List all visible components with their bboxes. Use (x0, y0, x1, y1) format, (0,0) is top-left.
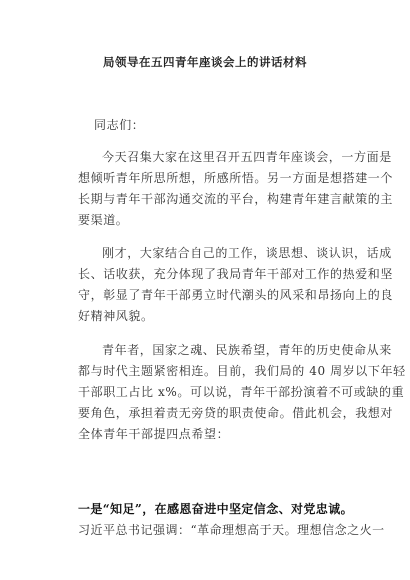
paragraph-3 (78, 340, 406, 445)
paragraph-line: 想倾听青年所思所想，所感所悟。另一方面是想搭建一个 (78, 171, 394, 185)
paragraph-line: 要渠道。 (78, 213, 129, 227)
paragraph-line: 长期与青年干部沟通交流的平台，构建青年建言献策的主 (78, 192, 394, 206)
paragraph-line: 习近平总书记强调：“革命理想高于天。理想信念之火一 (78, 523, 385, 537)
greeting: 同志们： (94, 118, 145, 132)
paragraph-line: 青年者，国家之魂、民族希望，青年的历史使命从来 (102, 343, 392, 357)
paragraph-line: 刚才，大家结合自己的工作，谈思想、谈认识，话成 (102, 246, 392, 260)
paragraph-line: 守，彰显了青年干部勇立时代潮头的风采和昂扬向上的良 (78, 288, 394, 302)
paragraph-line: 长、话收获，充分体现了我局青年干部对工作的热爱和坚 (78, 267, 394, 281)
document-title: 局领导在五四青年座谈会上的讲话材料 (103, 55, 307, 69)
paragraph-1 (78, 147, 394, 231)
paragraph-line: 好精神风貌。 (78, 309, 154, 323)
paragraph-line: 今天召集大家在这里召开五四青年座谈会，一方面是 (102, 150, 392, 164)
paragraph-2 (78, 243, 394, 327)
section-heading: 一是“知足”，在感恩奋进中坚定信念、对党忠诚。 (78, 502, 354, 516)
paragraph-line: 都与时代主题紧密相连。目前，我们局的 40 周岁以下年轻 (78, 364, 406, 378)
paragraph-line: 要角色，承担着责无旁贷的职责使命。借此机会，我想对 (78, 406, 394, 420)
paragraph-line: 干部职工占比 x%。可以说，青年干部扮演着不可或缺的重 (78, 385, 405, 399)
paragraph-line: 全体青年干部提四点希望： (78, 427, 230, 441)
